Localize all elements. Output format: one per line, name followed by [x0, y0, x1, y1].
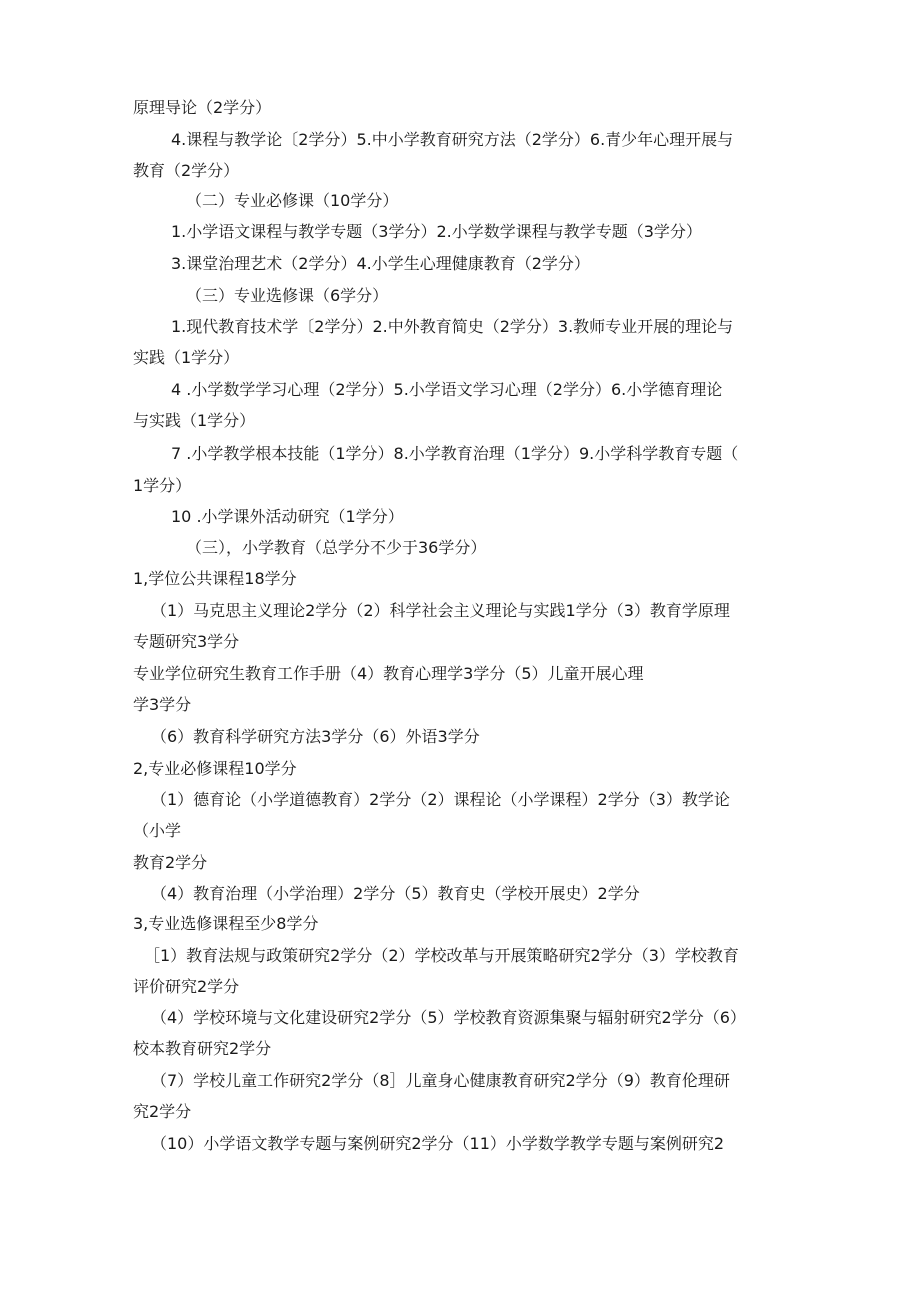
text-line: 1学分）: [133, 476, 192, 495]
text-line: 评价研究2学分: [133, 977, 240, 996]
text-line: （6）教育科学研究方法3学分（6）外语3学分: [151, 727, 480, 746]
text-line: 教育（2学分）: [133, 161, 240, 180]
text-line: 1.小学语文课程与教学专题（3学分）2.小学数学课程与教学专题（3学分）: [171, 222, 702, 241]
text-line: ［1）教育法规与政策研究2学分（2）学校改革与开展策略研究2学分（3）学校教育: [144, 946, 739, 965]
text-line: 校本教育研究2学分: [133, 1039, 272, 1058]
text-line: 学3学分: [133, 695, 192, 714]
text-line: （10）小学语文教学专题与案例研究2学分（11）小学数学教学专题与案例研究2: [151, 1134, 725, 1153]
text-line: 1.现代教育技术学〔2学分）2.中外教育简史（2学分）3.教师专业开展的理论与: [171, 317, 734, 336]
section-heading: 2,专业必修课程10学分: [133, 759, 297, 778]
text-line: （7）学校儿童工作研究2学分（8］儿童身心健康教育研究2学分（9）教育伦理研: [151, 1071, 730, 1090]
text-line: 10 .小学课外活动研究（1学分）: [171, 507, 404, 526]
section-heading: （二）专业必修课（10学分）: [186, 191, 399, 210]
text-line: 究2学分: [133, 1102, 192, 1121]
text-line: 7 .小学教学根本技能（1学分）8.小学教育治理（1学分）9.小学科学教育专题（: [171, 444, 739, 463]
text-line: 4 .小学数学学习心理（2学分）5.小学语文学习心理（2学分）6.小学德育理论: [171, 380, 723, 399]
text-line: 3.课堂治理艺术（2学分）4.小学生心理健康教育（2学分）: [171, 254, 590, 273]
text-line: 与实践（1学分）: [133, 411, 256, 430]
section-heading: （三），小学教育（总学分不少于36学分）: [186, 538, 487, 557]
text-line: （小学: [133, 821, 182, 840]
text-line: 专业学位研究生教育工作手册（4）教育心理学3学分（5）儿童开展心理: [133, 664, 644, 683]
text-line: 教育2学分: [133, 853, 208, 872]
text-line: 4.课程与教学论〔2学分）5.中小学教育研究方法（2学分）6.青少年心理开展与: [171, 130, 734, 149]
text-line: （4）教育治理（小学治理）2学分（5）教育史（学校开展史）2学分: [151, 884, 640, 903]
text-line: 实践（1学分）: [133, 348, 240, 367]
section-heading: 3,专业选修课程至少8学分: [133, 914, 319, 933]
text-line: （1）马克思主义理论2学分（2）科学社会主义理论与实践1学分（3）教育学原理: [151, 601, 730, 620]
section-heading: （三）专业选修课（6学分）: [186, 286, 389, 305]
text-line: 原理导论（2学分）: [133, 98, 272, 117]
text-line: 专题研究3学分: [133, 632, 240, 651]
text-line: （4）学校环境与文化建设研究2学分（5）学校教育资源集聚与辐射研究2学分（6）: [151, 1008, 746, 1027]
section-heading: 1,学位公共课程18学分: [133, 569, 297, 588]
text-line: （1）德育论（小学道德教育）2学分（2）课程论（小学课程）2学分（3）教学论: [151, 790, 730, 809]
